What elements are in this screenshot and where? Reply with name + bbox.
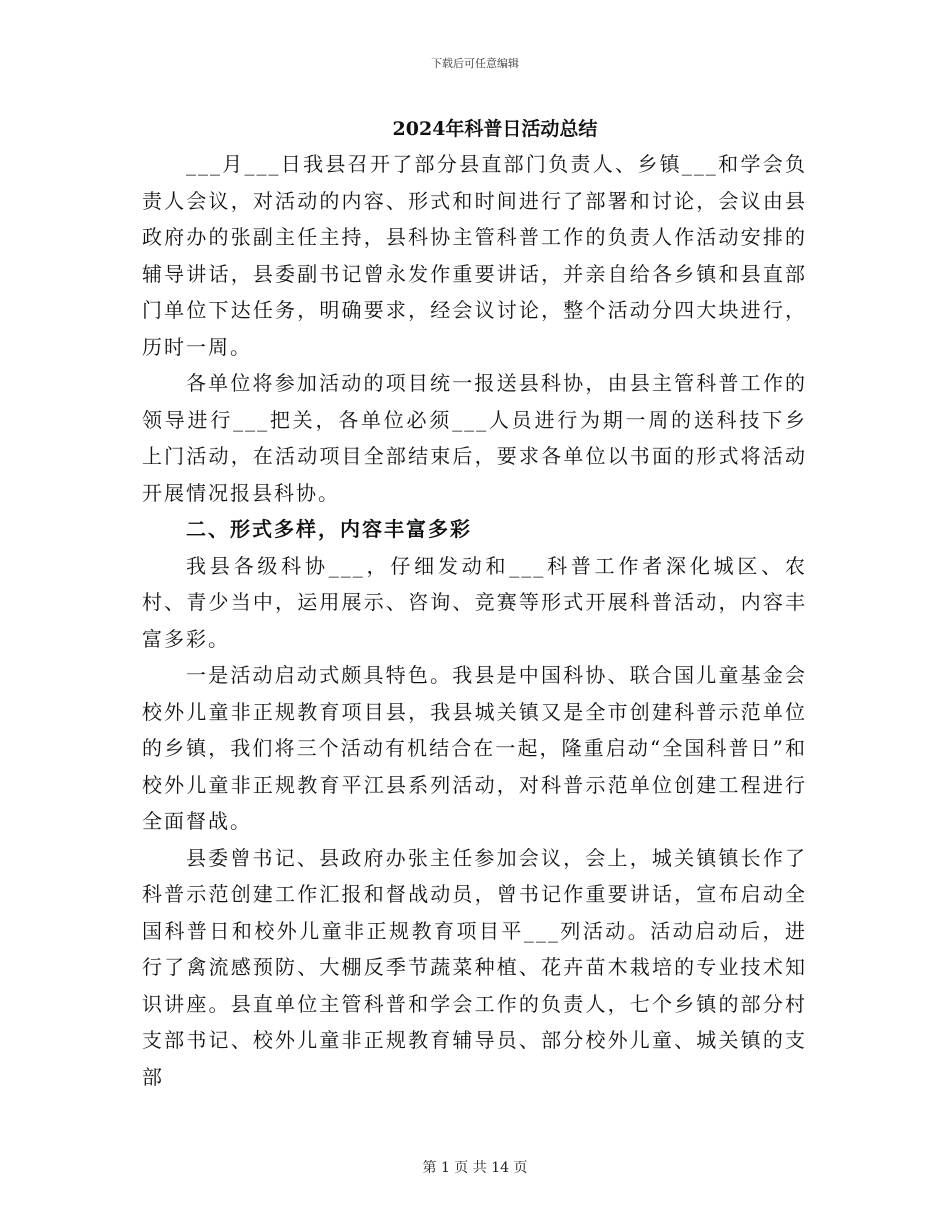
paragraph-secretary: 县委曾书记、县政府办张主任参加会议，会上，城关镇镇长作了科普示范创建工作汇报和督战动员，曾书记作重要讲话，宣布启动全国科普日和校外儿童非正规教育项目平___列活动。活动启动后，进行了禽流感预防、大棚反季节蔬菜种植、花卉苗木栽培的专业技术知识讲座。县直单位主管科普和学会工作的负责人，七个乡镇的部分村支部书记、校外儿童非正规教育辅导员、部分校外儿童、城关镇的支部 — [142, 845, 807, 1089]
page-footer: 第 1 页 共 14 页 — [422, 1160, 528, 1176]
section-heading: 二、形式多样，内容丰富多彩 — [186, 517, 472, 541]
paragraph-launch: 一是活动启动式颇具特色。我县是中国科协、联合国儿童基金会校外儿童非正规教育项目县，我县城关镇又是全市创建科普示范单位的乡镇，我们将三个活动有机结合在一起，隆重启动“全国科普日”和校外儿童非正规教育平江县系列活动，对科普示范单位创建工程进行全面督战。 — [142, 663, 807, 833]
paragraph-projects: 各单位将参加活动的项目统一报送县科协，由县主管科普工作的领导进行___把关，各单位必须___人员进行为期一周的送科技下乡上门活动，在活动项目全部结束后，要求各单位以书面的形式将活动开展情况报县科协。 — [142, 371, 807, 505]
header-note: 下载后可任意编辑 — [431, 57, 519, 70]
paragraph-meeting: ___月___日我县召开了部分县直部门负责人、乡镇___和学会负责人会议，对活动的内容、形式和时间进行了部署和讨论，会议由县政府办的张副主任主持，县科协主管科普工作的负责人作活动安排的辅导讲话，县委副书记曾永发作重要讲话，并亲自给各乡镇和县直部门单位下达任务，明确要求，经会议讨论，整个活动分四大块进行，历时一周。 — [142, 152, 807, 359]
document-body — [142, 146, 807, 1095]
document-title: 2024年科普日活动总结 — [392, 118, 598, 140]
paragraph-forms: 我县各级科协___，仔细发动和___科普工作者深化城区、农村、青少当中，运用展示、咨询、竞赛等形式开展科普活动，内容丰富多彩。 — [142, 553, 807, 651]
